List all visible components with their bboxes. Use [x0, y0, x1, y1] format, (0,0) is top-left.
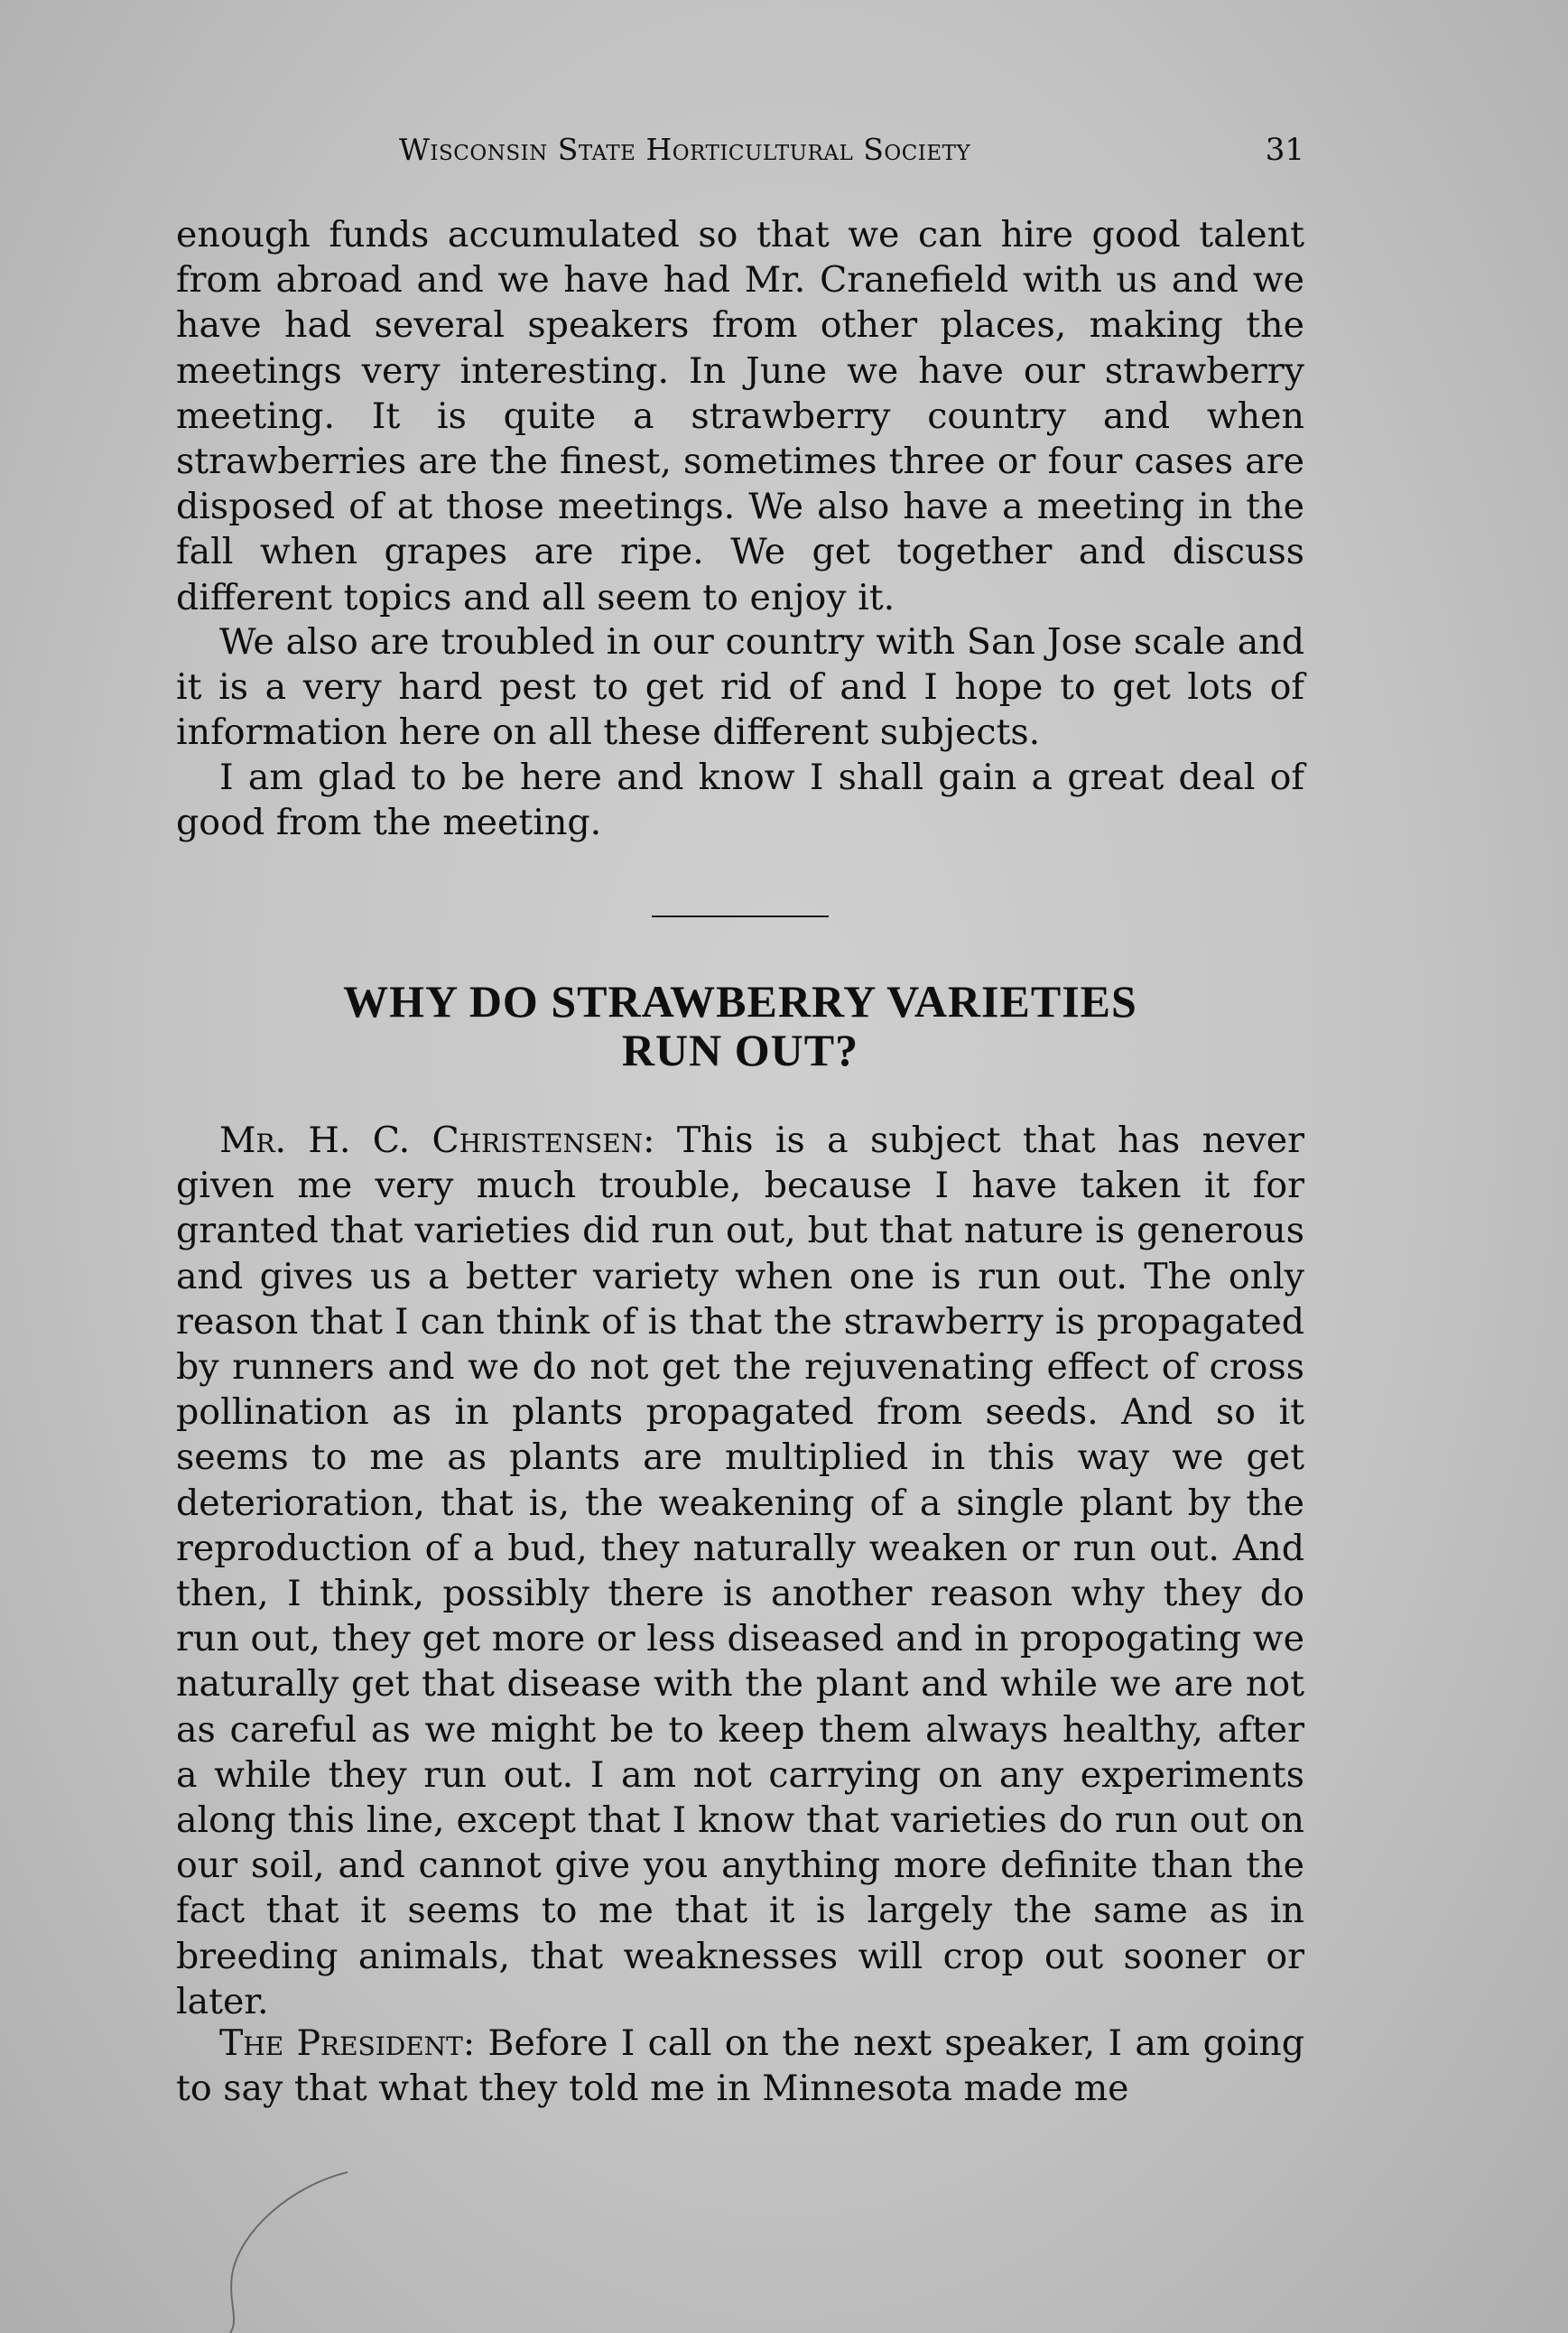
section-title — [176, 977, 1304, 1074]
section-divider-rule — [652, 916, 829, 917]
page-header — [176, 132, 1304, 177]
speech-president — [176, 2021, 1304, 2111]
section-title-line-2: RUN OUT? — [621, 1025, 859, 1075]
speaker-name: The President: — [219, 2022, 476, 2064]
paragraph-san-jose-scale: We also are troubled in our country with San Jose scale and it is a very hard pest to get rid of and I hope to get lots of information here on all these different subjects. — [176, 621, 1304, 754]
speech-christensen — [176, 1118, 1304, 2024]
section-title-line-1: WHY DO STRAWBERRY VARIETIES — [343, 976, 1137, 1027]
speaker-name: Mr. H. C. Christensen: — [219, 1120, 655, 1161]
page-number: 31 — [1265, 132, 1304, 168]
speech-text: Before I call on the next speaker, I am going to say that what they told me in Minnesota made me — [176, 2022, 1305, 2110]
speech-text: This is a subject that has never given me very much trouble, because I have taken it for granted that varieties did run out, but that nature is generous and gives us a better variety when one is run out. The only reason that I can think of is that the strawberry is propagated by runners and we do not get the rejuvenating effect of cross pollination as in plants propagated from seeds. And so it seems to me as plants are multiplied in this way we get deterioration, that is, the weakening of a single plant by the reproduction of a bud, they naturally weaken or run out. And then, I think, possibly there is another reason why they do run out, they get more or less diseased and in propogating we naturally get that disease with the plant and while we are not as careful as we might be to keep them always healthy, after a while they run out. I am not carrying on any experiments along this line, except that I know that varieties do run out on our soil, and cannot give you anything more definite than the fact that it seems to me that it is largely the same as in breeding animals, that weaknesses will crop out sooner or later. — [176, 1120, 1304, 2022]
paragraph-continued: enough funds accumulated so that we can hire good talent from abroad and we have had Mr. Cranefield with us and we have had several speakers from other places, making the meetings very interesting. In June we have our strawberry meeting. It is quite a strawberry country and when strawberries are the finest, sometimes three or four cases are disposed of at those meetings. We also have a meeting in the fall when grapes are ripe. We get together and discuss different topics and all seem to enjoy it. — [176, 214, 1304, 618]
running-head: Wisconsin State Horticultural Society — [399, 132, 971, 167]
paragraph-glad-to-be-here: I am glad to be here and know I shall gain a great deal of good from the meeting. — [176, 757, 1304, 844]
pencil-mark — [212, 2167, 393, 2333]
